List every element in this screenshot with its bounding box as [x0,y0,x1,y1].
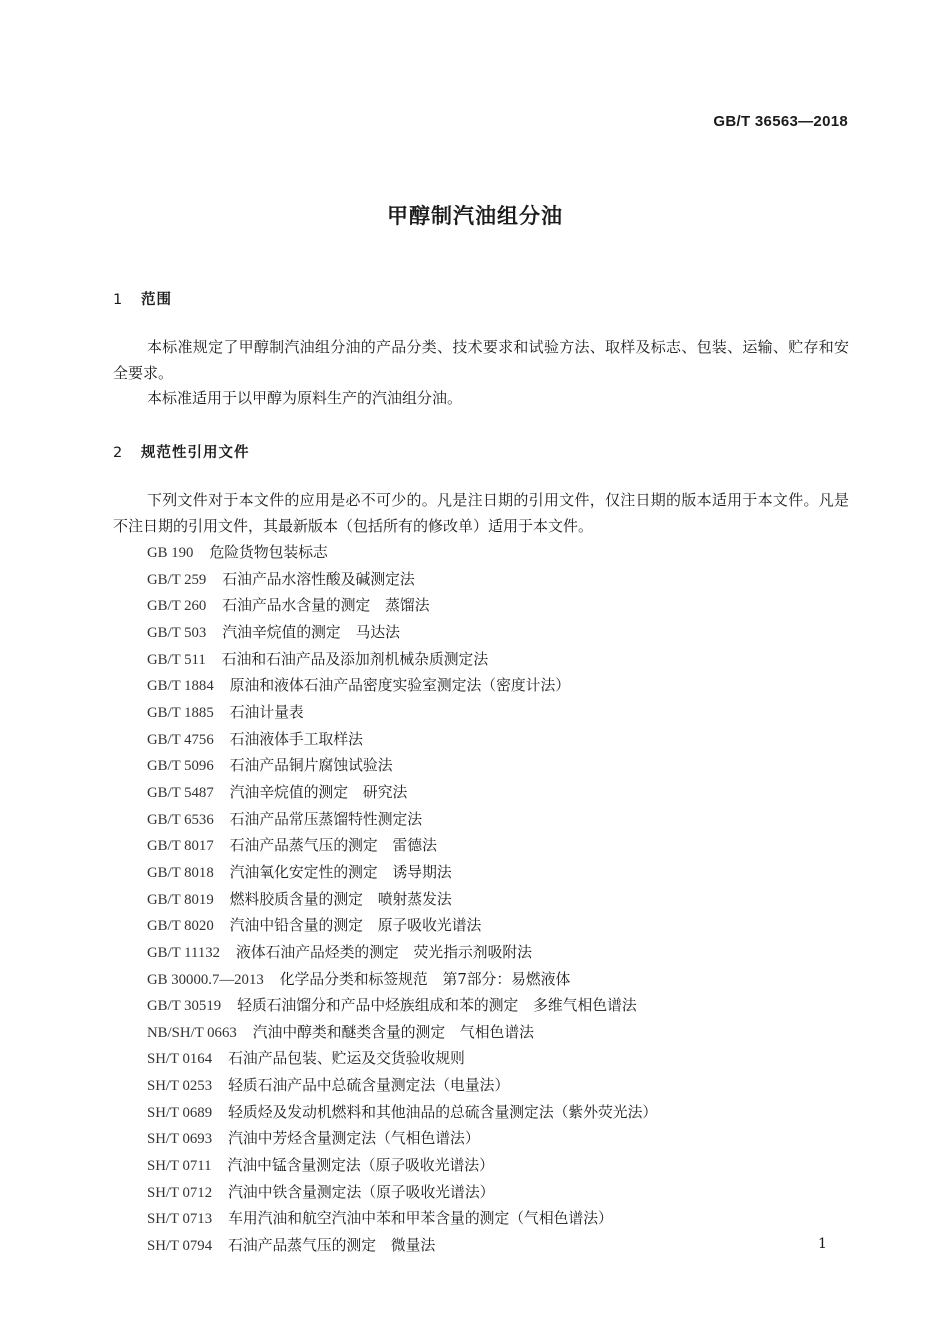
reference-title: 汽油中锰含量测定法（原子吸收光谱法） [227,1157,494,1175]
reference-code: GB 190 [147,545,194,561]
reference-code: GB/T 1885 [147,704,214,721]
reference-title: 轻质烃及发动机燃料和其他油品的总硫含量测定法（紫外荧光法） [228,1103,658,1121]
reference-item [147,753,657,780]
reference-title: 危险货物包装标志 [209,544,328,561]
reference-item [147,1126,657,1153]
reference-code: GB/T 511 [147,651,206,668]
reference-item [147,727,657,754]
reference-code: GB/T 8020 [147,918,214,935]
page-number: 1 [818,1236,827,1252]
reference-item [147,913,657,940]
reference-title: 汽油中芳烃含量测定法（气相色谱法） [228,1130,480,1148]
reference-item [147,860,657,887]
reference-code: GB/T 503 [147,624,207,641]
section-number: 2 [113,445,124,461]
reference-title: 原油和液体石油产品密度实验室测定法（密度计法） [229,677,571,695]
reference-title: 轻质石油产品中总硫含量测定法（电量法） [228,1077,510,1095]
reference-title: 石油产品蒸气压的测定 雷德法 [229,837,437,855]
paragraph: 本标准规定了甲醇制汽油组分油的产品分类、技术要求和试验方法、取样及标志、包装、运输、贮存和安全要求。 [113,338,849,382]
normative-references-list [147,540,657,1260]
reference-code: SH/T 0689 [147,1104,213,1121]
reference-code: GB/T 8017 [147,838,214,855]
reference-code: GB/T 11132 [147,944,221,961]
reference-item [147,1233,657,1260]
reference-item [147,700,657,727]
reference-item [147,1100,657,1127]
reference-title: 石油计量表 [229,703,304,721]
reference-title: 石油产品常压蒸馏特性测定法 [229,810,423,828]
reference-item [147,647,657,674]
reference-title: 汽油辛烷值的测定 马达法 [222,623,400,641]
reference-title: 石油液体手工取样法 [229,730,363,748]
reference-title: 燃料胶质含量的测定 喷射蒸发法 [229,890,452,908]
reference-code: SH/T 0711 [147,1158,212,1175]
reference-item [147,887,657,914]
section-2-body [113,488,849,539]
reference-code: NB/SH/T 0663 [147,1024,237,1041]
reference-item [147,993,657,1020]
reference-code: GB/T 8018 [147,864,214,881]
reference-title: 石油产品铜片腐蚀试验法 [229,757,393,775]
reference-item [147,673,657,700]
reference-code: GB/T 5096 [147,758,214,775]
reference-code: GB/T 8019 [147,891,214,908]
reference-title: 汽油中醇类和醚类含量的测定 气相色谱法 [252,1023,534,1041]
reference-title: 液体石油产品烃类的测定 荧光指示剂吸附法 [236,943,532,961]
reference-code: GB/T 6536 [147,811,214,828]
reference-item [147,593,657,620]
reference-title: 石油和石油产品及添加剂机械杂质测定法 [221,650,489,668]
reference-title: 石油产品水含量的测定 蒸馏法 [222,597,430,615]
reference-code: GB/T 30519 [147,998,222,1015]
reference-item [147,620,657,647]
reference-title: 汽油辛烷值的测定 研究法 [229,783,408,801]
reference-code: GB/T 5487 [147,784,214,801]
reference-code: GB/T 259 [147,571,207,588]
reference-title: 轻质石油馏分和产品中烃族组成和苯的测定 多维气相色谱法 [237,997,637,1015]
reference-code: SH/T 0253 [147,1078,213,1095]
reference-item [147,1180,657,1207]
section-1-body [113,335,849,412]
paragraph: 下列文件对于本文件的应用是必不可少的。凡是注日期的引用文件，仅注日期的版本适用于本文件。凡是不注日期的引用文件，其最新版本（包括所有的修改单）适用于本文件。 [113,491,849,535]
reference-item [147,567,657,594]
reference-item [147,1073,657,1100]
section-title: 范围 [141,292,172,308]
reference-title: 汽油中铅含量的测定 原子吸收光谱法 [229,917,482,935]
reference-code: SH/T 0713 [147,1211,213,1228]
reference-code: GB/T 260 [147,598,207,615]
reference-code: GB 30000.7—2013 [147,971,264,988]
reference-item [147,1206,657,1233]
reference-item [147,1046,657,1073]
reference-title: 化学品分类和标签规范 第7部分：易燃液体 [279,970,571,988]
reference-item [147,940,657,967]
reference-item [147,1020,657,1047]
reference-item [147,833,657,860]
section-2-heading [113,441,250,462]
document-title: 甲醇制汽油组分油 [387,204,563,228]
reference-title: 石油产品包装、贮运及交货验收规则 [228,1050,465,1068]
section-1-heading [113,288,172,309]
paragraph: 本标准适用于以甲醇为原料生产的汽油组分油。 [147,389,463,408]
section-number: 1 [113,292,124,308]
reference-title: 车用汽油和航空汽油中苯和甲苯含量的测定（气相色谱法） [228,1210,613,1228]
reference-code: SH/T 0712 [147,1184,213,1201]
reference-item [147,1153,657,1180]
reference-title: 石油产品水溶性酸及碱测定法 [222,570,415,588]
reference-item [147,780,657,807]
reference-title: 汽油中铁含量测定法（原子吸收光谱法） [228,1183,495,1201]
reference-code: GB/T 1884 [147,678,214,695]
reference-item [147,540,657,567]
standard-number: GB/T 36563—2018 [713,113,848,130]
reference-code: SH/T 0164 [147,1051,213,1068]
reference-item [147,807,657,834]
section-title: 规范性引用文件 [141,445,250,461]
reference-code: GB/T 4756 [147,731,214,748]
reference-code: SH/T 0794 [147,1238,213,1255]
reference-item [147,967,657,994]
reference-title: 汽油氧化安定性的测定 诱导期法 [229,863,452,881]
reference-title: 石油产品蒸气压的测定 微量法 [228,1237,436,1255]
reference-code: SH/T 0693 [147,1131,213,1148]
